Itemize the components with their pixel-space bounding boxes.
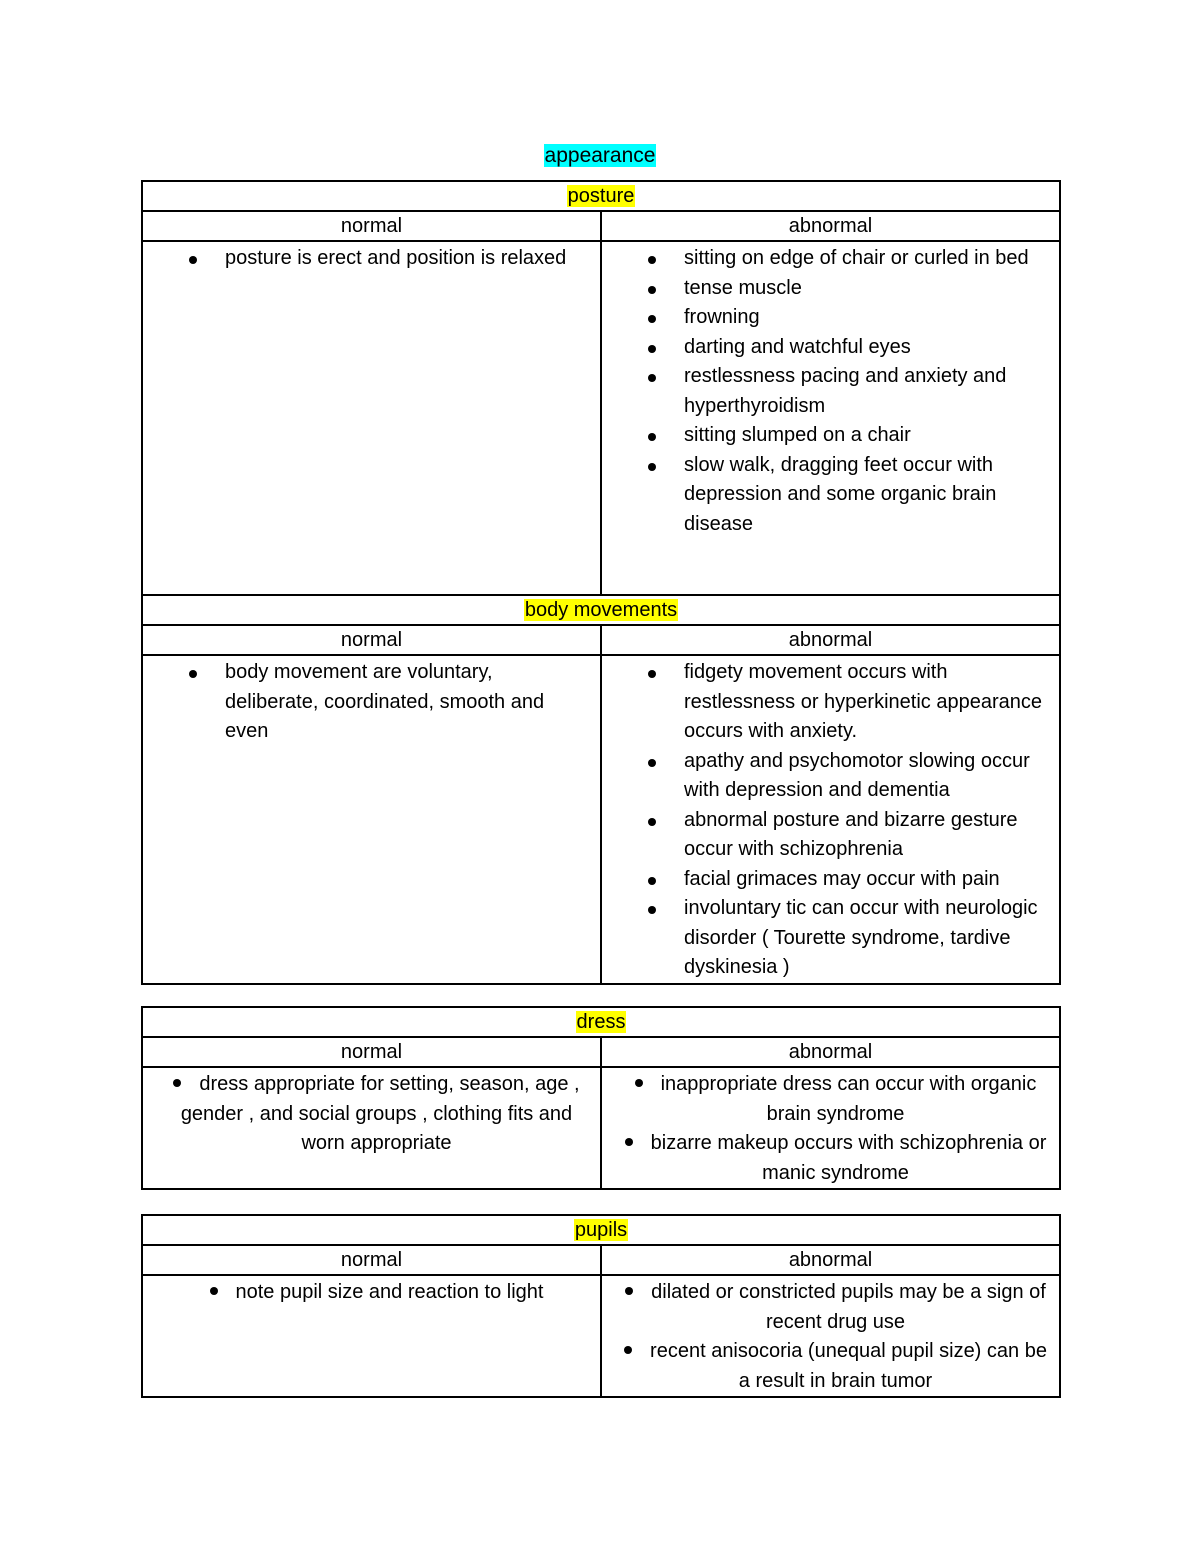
posture-body-movements-table bbox=[141, 180, 1061, 985]
list-item bbox=[143, 1278, 600, 1308]
dress-normal-header: normal bbox=[142, 1037, 601, 1067]
body-movements-abnormal-list bbox=[602, 656, 1059, 983]
body-movements-abnormal-cell bbox=[601, 655, 1060, 984]
pupils-abnormal-list bbox=[602, 1276, 1059, 1396]
pupils-abnormal-cell bbox=[601, 1275, 1060, 1397]
list-item: posture is erect and position is relaxed bbox=[143, 244, 600, 274]
list-item bbox=[602, 1129, 1059, 1188]
list-item-text: inappropriate dress can occur with organic brain syndrome bbox=[660, 1073, 1037, 1125]
list-item: sitting on edge of chair or curled in bed bbox=[602, 244, 1059, 274]
pupils-heading: pupils bbox=[574, 1219, 628, 1241]
list-item bbox=[602, 1070, 1059, 1129]
dress-heading: dress bbox=[576, 1011, 626, 1033]
body-movements-abnormal-header: abnormal bbox=[601, 625, 1060, 655]
list-item-text: dress appropriate for setting, season, age , gender , and social groups , clothing fits and worn appropriate bbox=[180, 1073, 580, 1154]
body-movements-normal-cell bbox=[142, 655, 601, 984]
body-movements-heading-cell bbox=[142, 595, 1060, 625]
dress-table bbox=[141, 1006, 1061, 1190]
list-item-text: bizarre makeup occurs with schizophrenia or manic syndrome bbox=[650, 1132, 1047, 1184]
bullet-icon bbox=[173, 1079, 181, 1087]
bullet-icon bbox=[625, 1287, 633, 1295]
list-item bbox=[602, 1337, 1059, 1396]
posture-normal-header: normal bbox=[142, 211, 601, 241]
list-item: darting and watchful eyes bbox=[602, 333, 1059, 363]
list-item-text: dilated or constricted pupils may be a sign of recent drug use bbox=[651, 1281, 1046, 1333]
list-item: abnormal posture and bizarre gesture occur with schizophrenia bbox=[602, 806, 1059, 865]
list-item: facial grimaces may occur with pain bbox=[602, 865, 1059, 895]
page-title-text: appearance bbox=[544, 144, 656, 167]
posture-abnormal-cell bbox=[601, 241, 1060, 595]
list-item-text: note pupil size and reaction to light bbox=[235, 1281, 544, 1303]
posture-abnormal-header: abnormal bbox=[601, 211, 1060, 241]
dress-heading-cell bbox=[142, 1007, 1060, 1037]
body-movements-normal-list bbox=[143, 656, 600, 747]
posture-normal-cell bbox=[142, 241, 601, 595]
list-item: involuntary tic can occur with neurologic disorder ( Tourette syndrome, tardive dyskinesia ) bbox=[602, 894, 1059, 983]
pupils-heading-cell bbox=[142, 1215, 1060, 1245]
list-item: tense muscle bbox=[602, 274, 1059, 304]
list-item: slow walk, dragging feet occur with depression and some organic brain disease bbox=[602, 451, 1059, 540]
posture-heading: posture bbox=[567, 185, 635, 207]
dress-normal-list bbox=[143, 1068, 600, 1159]
dress-abnormal-header: abnormal bbox=[601, 1037, 1060, 1067]
list-item bbox=[143, 1070, 600, 1159]
list-item: fidgety movement occurs with restlessness or hyperkinetic appearance occurs with anxiety. bbox=[602, 658, 1059, 747]
list-item: sitting slumped on a chair bbox=[602, 421, 1059, 451]
list-item-text: recent anisocoria (unequal pupil size) can be a result in brain tumor bbox=[650, 1340, 1047, 1392]
page-title bbox=[0, 142, 1200, 170]
pupils-table bbox=[141, 1214, 1061, 1398]
pupils-abnormal-header: abnormal bbox=[601, 1245, 1060, 1275]
dress-abnormal-cell bbox=[601, 1067, 1060, 1189]
pupils-normal-list bbox=[143, 1276, 600, 1308]
bullet-icon bbox=[625, 1138, 633, 1146]
dress-normal-cell bbox=[142, 1067, 601, 1189]
posture-heading-cell bbox=[142, 181, 1060, 211]
pupils-normal-header: normal bbox=[142, 1245, 601, 1275]
list-item: apathy and psychomotor slowing occur with depression and dementia bbox=[602, 747, 1059, 806]
list-item bbox=[602, 1278, 1059, 1337]
posture-normal-list bbox=[143, 242, 600, 274]
list-item: frowning bbox=[602, 303, 1059, 333]
posture-abnormal-list bbox=[602, 242, 1059, 539]
bullet-icon bbox=[210, 1287, 218, 1295]
bullet-icon bbox=[635, 1079, 643, 1087]
bullet-icon bbox=[624, 1346, 632, 1354]
list-item: body movement are voluntary, deliberate, coordinated, smooth and even bbox=[143, 658, 600, 747]
dress-abnormal-list bbox=[602, 1068, 1059, 1188]
list-item: restlessness pacing and anxiety and hyperthyroidism bbox=[602, 362, 1059, 421]
body-movements-heading: body movements bbox=[524, 599, 678, 621]
body-movements-normal-header: normal bbox=[142, 625, 601, 655]
pupils-normal-cell bbox=[142, 1275, 601, 1397]
